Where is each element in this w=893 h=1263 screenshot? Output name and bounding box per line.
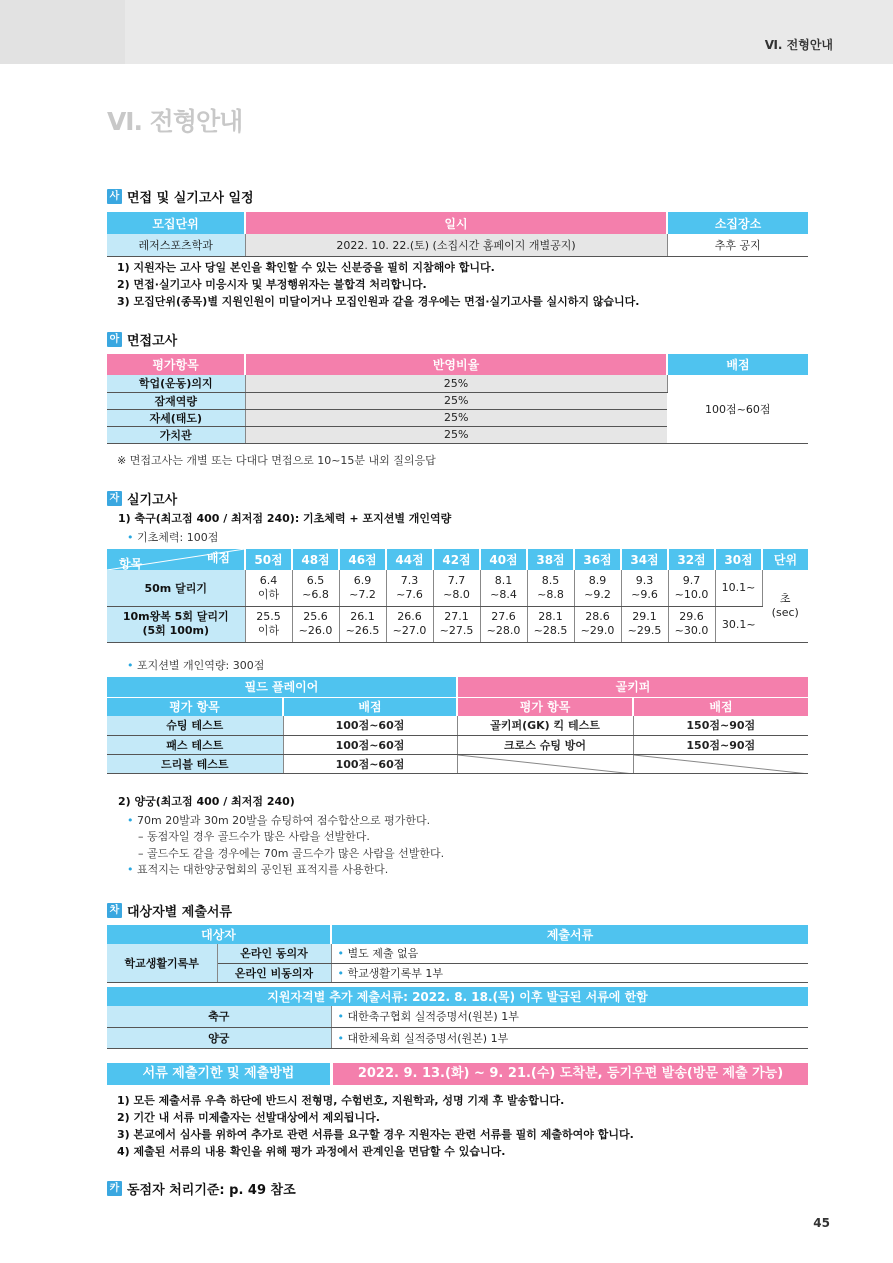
table-cell: 슈팅 테스트 xyxy=(107,716,283,735)
range-low: 29.1 xyxy=(632,610,657,623)
note-line: 2) 기간 내 서류 미제출자는 선발대상에서 제외됩니다. xyxy=(117,1111,380,1124)
unit-text: (sec) xyxy=(771,605,799,619)
range-high: ~30.0 xyxy=(674,624,709,637)
range-low: 7.7 xyxy=(447,573,466,587)
diagonal-line xyxy=(458,755,634,774)
range-high: ~7.6 xyxy=(396,587,423,601)
bullet-text: 포지션별 개인역량: 300점 xyxy=(137,659,265,672)
range-high: ~8.8 xyxy=(537,587,564,601)
score-range-cell xyxy=(527,606,574,642)
table-cell: 골키퍼(GK) 킥 테스트 xyxy=(457,716,633,735)
bullet-text: 기초체력: 100점 xyxy=(137,531,219,544)
unit-cell xyxy=(762,570,808,642)
table-cell: 레저스포츠학과 xyxy=(107,234,245,256)
score-range-cell xyxy=(621,606,668,642)
deadline-label: 서류 제출기한 및 제출방법 xyxy=(107,1063,330,1085)
schedule-table xyxy=(107,212,808,257)
range-high: 이하 xyxy=(257,624,280,637)
range-high: ~9.2 xyxy=(584,587,611,601)
range-low: 9.7 xyxy=(682,573,701,587)
col-header: 46점 xyxy=(339,549,386,570)
table-cell: • 학교생활기록부 1부 xyxy=(331,963,808,982)
cell-text: 대한체육회 실적증명서(원본) 1부 xyxy=(347,1031,509,1045)
corner-label-top: 배점 xyxy=(206,551,230,565)
corner-header xyxy=(107,549,245,570)
archery-tie-rule-1: – 동점자일 경우 골드수가 많은 사람을 선발한다. xyxy=(138,830,370,843)
table-cell: 25% xyxy=(245,409,667,426)
range-low: 6.9 xyxy=(353,573,372,587)
table-cell: 100점~60점 xyxy=(283,716,457,735)
page-number: 45 xyxy=(813,1216,830,1230)
col-header: 40점 xyxy=(480,549,527,570)
score-range-cell xyxy=(433,570,480,606)
range-low: 25.5 xyxy=(256,610,281,623)
note-line: 2) 면접·실기고사 미응시자 및 부정행위자는 불합격 처리합니다. xyxy=(117,278,427,291)
section-title: 면접고사 xyxy=(127,334,178,349)
col-header: 30점 xyxy=(715,549,762,570)
table-cell: 학업(운동)의지 xyxy=(107,375,245,392)
table-cell: 150점~90점 xyxy=(633,716,808,735)
col-header: 배점 xyxy=(283,697,457,716)
interview-note: ※ 면접고사는 개별 또는 다대다 면접으로 10~15분 내외 질의응답 xyxy=(117,454,436,467)
col-header: 평가 항목 xyxy=(457,697,633,716)
range-high: ~26.0 xyxy=(298,624,333,637)
col-header: 평가 항목 xyxy=(107,697,283,716)
section-interview-heading xyxy=(107,330,177,349)
range-low: 27.1 xyxy=(444,610,469,623)
score-range-cell: 10.1~ xyxy=(715,570,762,606)
page-title: Ⅵ. 전형안내 xyxy=(107,107,243,136)
fitness-table xyxy=(107,549,808,643)
range-low: 8.1 xyxy=(494,573,513,587)
table-cell: 추후 공지 xyxy=(667,234,808,256)
table-cell: 2022. 10. 22.(토) (소집시간 홈페이지 개별공지) xyxy=(245,234,667,256)
range-high: ~28.5 xyxy=(533,624,568,637)
note-line: 1) 모든 제출서류 우측 하단에 반드시 전형명, 수험번호, 지원학과, 성명 기재 후 발송합니다. xyxy=(117,1094,565,1107)
bullet-text: 70m 20발과 30m 20발을 슈팅하여 점수합산으로 평가한다. xyxy=(137,814,431,827)
col-header: 제출서류 xyxy=(331,925,808,944)
score-range-cell xyxy=(527,570,574,606)
score-range-cell xyxy=(574,606,621,642)
col-header: 44점 xyxy=(386,549,433,570)
section-tiebreak-heading xyxy=(107,1179,296,1198)
col-header: 모집단위 xyxy=(107,212,245,234)
range-low: 26.1 xyxy=(350,610,375,623)
empty-cell xyxy=(633,754,808,773)
table-cell: 25% xyxy=(245,392,667,409)
col-header: 단위 xyxy=(762,549,808,570)
note-line: 1) 지원자는 고사 당일 본인을 확인할 수 있는 신분증을 필히 지참해야 합니다. xyxy=(117,261,495,274)
range-low: 8.5 xyxy=(541,573,560,587)
score-range-cell: 30.1~ xyxy=(715,606,762,642)
col-header: 38점 xyxy=(527,549,574,570)
section-title: 실기고사 xyxy=(127,493,178,508)
score-range-cell xyxy=(386,570,433,606)
range-low: 28.6 xyxy=(585,610,610,623)
range-high: ~27.0 xyxy=(392,624,427,637)
table-cell: 온라인 동의자 xyxy=(217,944,331,963)
range-low: 8.9 xyxy=(588,573,607,587)
score-range-cell xyxy=(574,570,621,606)
note-line: 3) 본교에서 심사를 위하여 추가로 관련 서류를 요구할 경우 지원자는 관련 서류를 필히 제출하여야 합니다. xyxy=(117,1128,634,1141)
score-cell: 100점~60점 xyxy=(667,375,808,443)
score-range-cell xyxy=(480,570,527,606)
range-high: ~28.0 xyxy=(486,624,521,637)
cell-text: 별도 제출 없음 xyxy=(347,947,419,961)
cell-text: 대한축구협회 실적증명서(원본) 1부 xyxy=(347,1010,519,1024)
range-low: 26.6 xyxy=(397,610,422,623)
range-low: 9.3 xyxy=(635,573,654,587)
row-label-line: 10m왕복 5회 달리기 xyxy=(122,610,229,623)
table-cell: 축구 xyxy=(107,1006,331,1027)
bullet-text: 표적지는 대한양궁협회의 공인된 표적지를 사용한다. xyxy=(137,863,389,876)
section-title: 동점자 처리기준: p. 49 참조 xyxy=(127,1183,296,1198)
section-badge: 사 xyxy=(107,189,122,204)
position-table xyxy=(107,677,808,774)
note-line: 3) 모집단위(종목)별 지원인원이 미달이거나 모집인원과 같을 경우에는 면접·실기고사를 실시하지 않습니다. xyxy=(117,295,640,308)
range-high: ~27.5 xyxy=(439,624,474,637)
col-header: 대상자 xyxy=(107,925,331,944)
table-cell: 150점~90점 xyxy=(633,735,808,754)
range-high: ~29.0 xyxy=(580,624,615,637)
corner-label-bottom: 항목 xyxy=(119,557,143,570)
range-high: ~6.8 xyxy=(302,587,329,601)
section-badge: 카 xyxy=(107,1181,122,1196)
section-title: 면접 및 실기고사 일정 xyxy=(127,191,254,206)
range-high: ~8.0 xyxy=(443,587,470,601)
score-range-cell xyxy=(621,570,668,606)
range-low: 27.6 xyxy=(491,610,516,623)
range-low: 7.3 xyxy=(400,573,419,587)
table-cell: 온라인 비동의자 xyxy=(217,963,331,982)
score-range-cell xyxy=(245,570,292,606)
bullet-basic-fitness: • 기초체력: 100점 xyxy=(127,531,219,544)
table-cell: 25% xyxy=(245,375,667,392)
score-range-cell xyxy=(292,570,339,606)
deadline-value: 2022. 9. 13.(화) ~ 9. 21.(수) 도착분, 등기우편 발송(방문 제출 가능) xyxy=(333,1063,808,1085)
cell-text: 학교생활기록부 1부 xyxy=(347,966,444,980)
range-low: 29.6 xyxy=(679,610,704,623)
table-cell: 25% xyxy=(245,426,667,443)
col-header: 소집장소 xyxy=(667,212,808,234)
range-high: ~29.5 xyxy=(627,624,662,637)
row-label-line: (5회 100m) xyxy=(142,624,210,637)
range-high: ~10.0 xyxy=(674,587,709,601)
running-header: Ⅵ. 전형안내 xyxy=(764,38,833,52)
col-header: 50점 xyxy=(245,549,292,570)
col-header: 반영비율 xyxy=(245,354,667,375)
section-badge: 자 xyxy=(107,491,122,506)
archery-bullet-2: • 표적지는 대한양궁협회의 공인된 표적지를 사용한다. xyxy=(127,863,389,876)
col-header: 배점 xyxy=(633,697,808,716)
range-low: 6.4 xyxy=(259,573,278,587)
range-high: ~26.5 xyxy=(345,624,380,637)
score-range-cell xyxy=(245,606,292,642)
score-range-cell xyxy=(339,570,386,606)
col-header: 34점 xyxy=(621,549,668,570)
range-low: 25.6 xyxy=(303,610,328,623)
section-badge: 차 xyxy=(107,903,122,918)
table-cell: 100점~60점 xyxy=(283,754,457,773)
section-practical-heading xyxy=(107,489,177,508)
col-header: 48점 xyxy=(292,549,339,570)
range-high: ~7.2 xyxy=(349,587,376,601)
table-cell: 패스 테스트 xyxy=(107,735,283,754)
score-range-cell xyxy=(386,606,433,642)
group-header-field: 필드 플레이어 xyxy=(107,677,457,697)
archery-bullet-1: • 70m 20발과 30m 20발을 슈팅하여 점수합산으로 평가한다. xyxy=(127,814,431,827)
table-cell: 자세(태도) xyxy=(107,409,245,426)
archery-subheading: 2) 양궁(최고점 400 / 최저점 240) xyxy=(118,795,295,808)
range-high: 이하 xyxy=(257,587,280,601)
table-cell: 가치관 xyxy=(107,426,245,443)
table-cell: 드리블 테스트 xyxy=(107,754,283,773)
score-range-cell xyxy=(339,606,386,642)
table-cell: 100점~60점 xyxy=(283,735,457,754)
table-cell: 잠재역량 xyxy=(107,392,245,409)
range-low: 28.1 xyxy=(538,610,563,623)
col-header: 32점 xyxy=(668,549,715,570)
row-group-label: 학교생활기록부 xyxy=(107,944,217,982)
col-header: 일시 xyxy=(245,212,667,234)
range-low: 6.5 xyxy=(306,573,325,587)
bullet-position-skill: • 포지션별 개인역량: 300점 xyxy=(127,659,265,672)
col-header: 42점 xyxy=(433,549,480,570)
score-range-cell xyxy=(433,606,480,642)
score-range-cell xyxy=(668,570,715,606)
header-tab-mark xyxy=(0,0,125,64)
col-header: 평가항목 xyxy=(107,354,245,375)
section-badge: 아 xyxy=(107,332,122,347)
col-header: 배점 xyxy=(667,354,808,375)
group-header-goalkeeper: 골키퍼 xyxy=(457,677,808,697)
top-header-bar xyxy=(0,0,893,64)
empty-cell xyxy=(457,754,633,773)
section-title: 대상자별 제출서류 xyxy=(127,905,232,920)
extra-docs-header: 지원자격별 추가 제출서류: 2022. 8. 18.(목) 이후 발급된 서류에 한함 xyxy=(107,987,808,1006)
table-cell: • 대한체육회 실적증명서(원본) 1부 xyxy=(331,1027,808,1048)
schedule-notes xyxy=(117,259,639,310)
col-header: 36점 xyxy=(574,549,621,570)
interview-table xyxy=(107,354,808,444)
diagonal-line xyxy=(634,755,809,774)
score-range-cell xyxy=(292,606,339,642)
table-cell: 크로스 슈팅 방어 xyxy=(457,735,633,754)
soccer-subheading: 1) 축구(최고점 400 / 최저점 240): 기초체력 + 포지션별 개인역량 xyxy=(118,512,452,525)
section-documents-heading xyxy=(107,901,232,920)
score-range-cell xyxy=(480,606,527,642)
section-schedule-heading xyxy=(107,187,254,206)
row-label xyxy=(107,606,245,642)
table-cell: 양궁 xyxy=(107,1027,331,1048)
range-high: ~9.6 xyxy=(631,587,658,601)
row-label: 50m 달리기 xyxy=(107,570,245,606)
documents-notes xyxy=(117,1092,634,1160)
score-range-cell xyxy=(668,606,715,642)
archery-tie-rule-2: – 골드수도 같을 경우에는 70m 골드수가 많은 사람을 선발한다. xyxy=(138,847,445,860)
unit-text: 초 xyxy=(779,591,791,605)
range-high: ~8.4 xyxy=(490,587,517,601)
table-cell: • 별도 제출 없음 xyxy=(331,944,808,963)
documents-table xyxy=(107,925,808,1049)
table-cell: • 대한축구협회 실적증명서(원본) 1부 xyxy=(331,1006,808,1027)
note-line: 4) 제출된 서류의 내용 확인을 위해 평가 과정에서 관계인을 면담할 수 있습니다. xyxy=(117,1145,506,1158)
